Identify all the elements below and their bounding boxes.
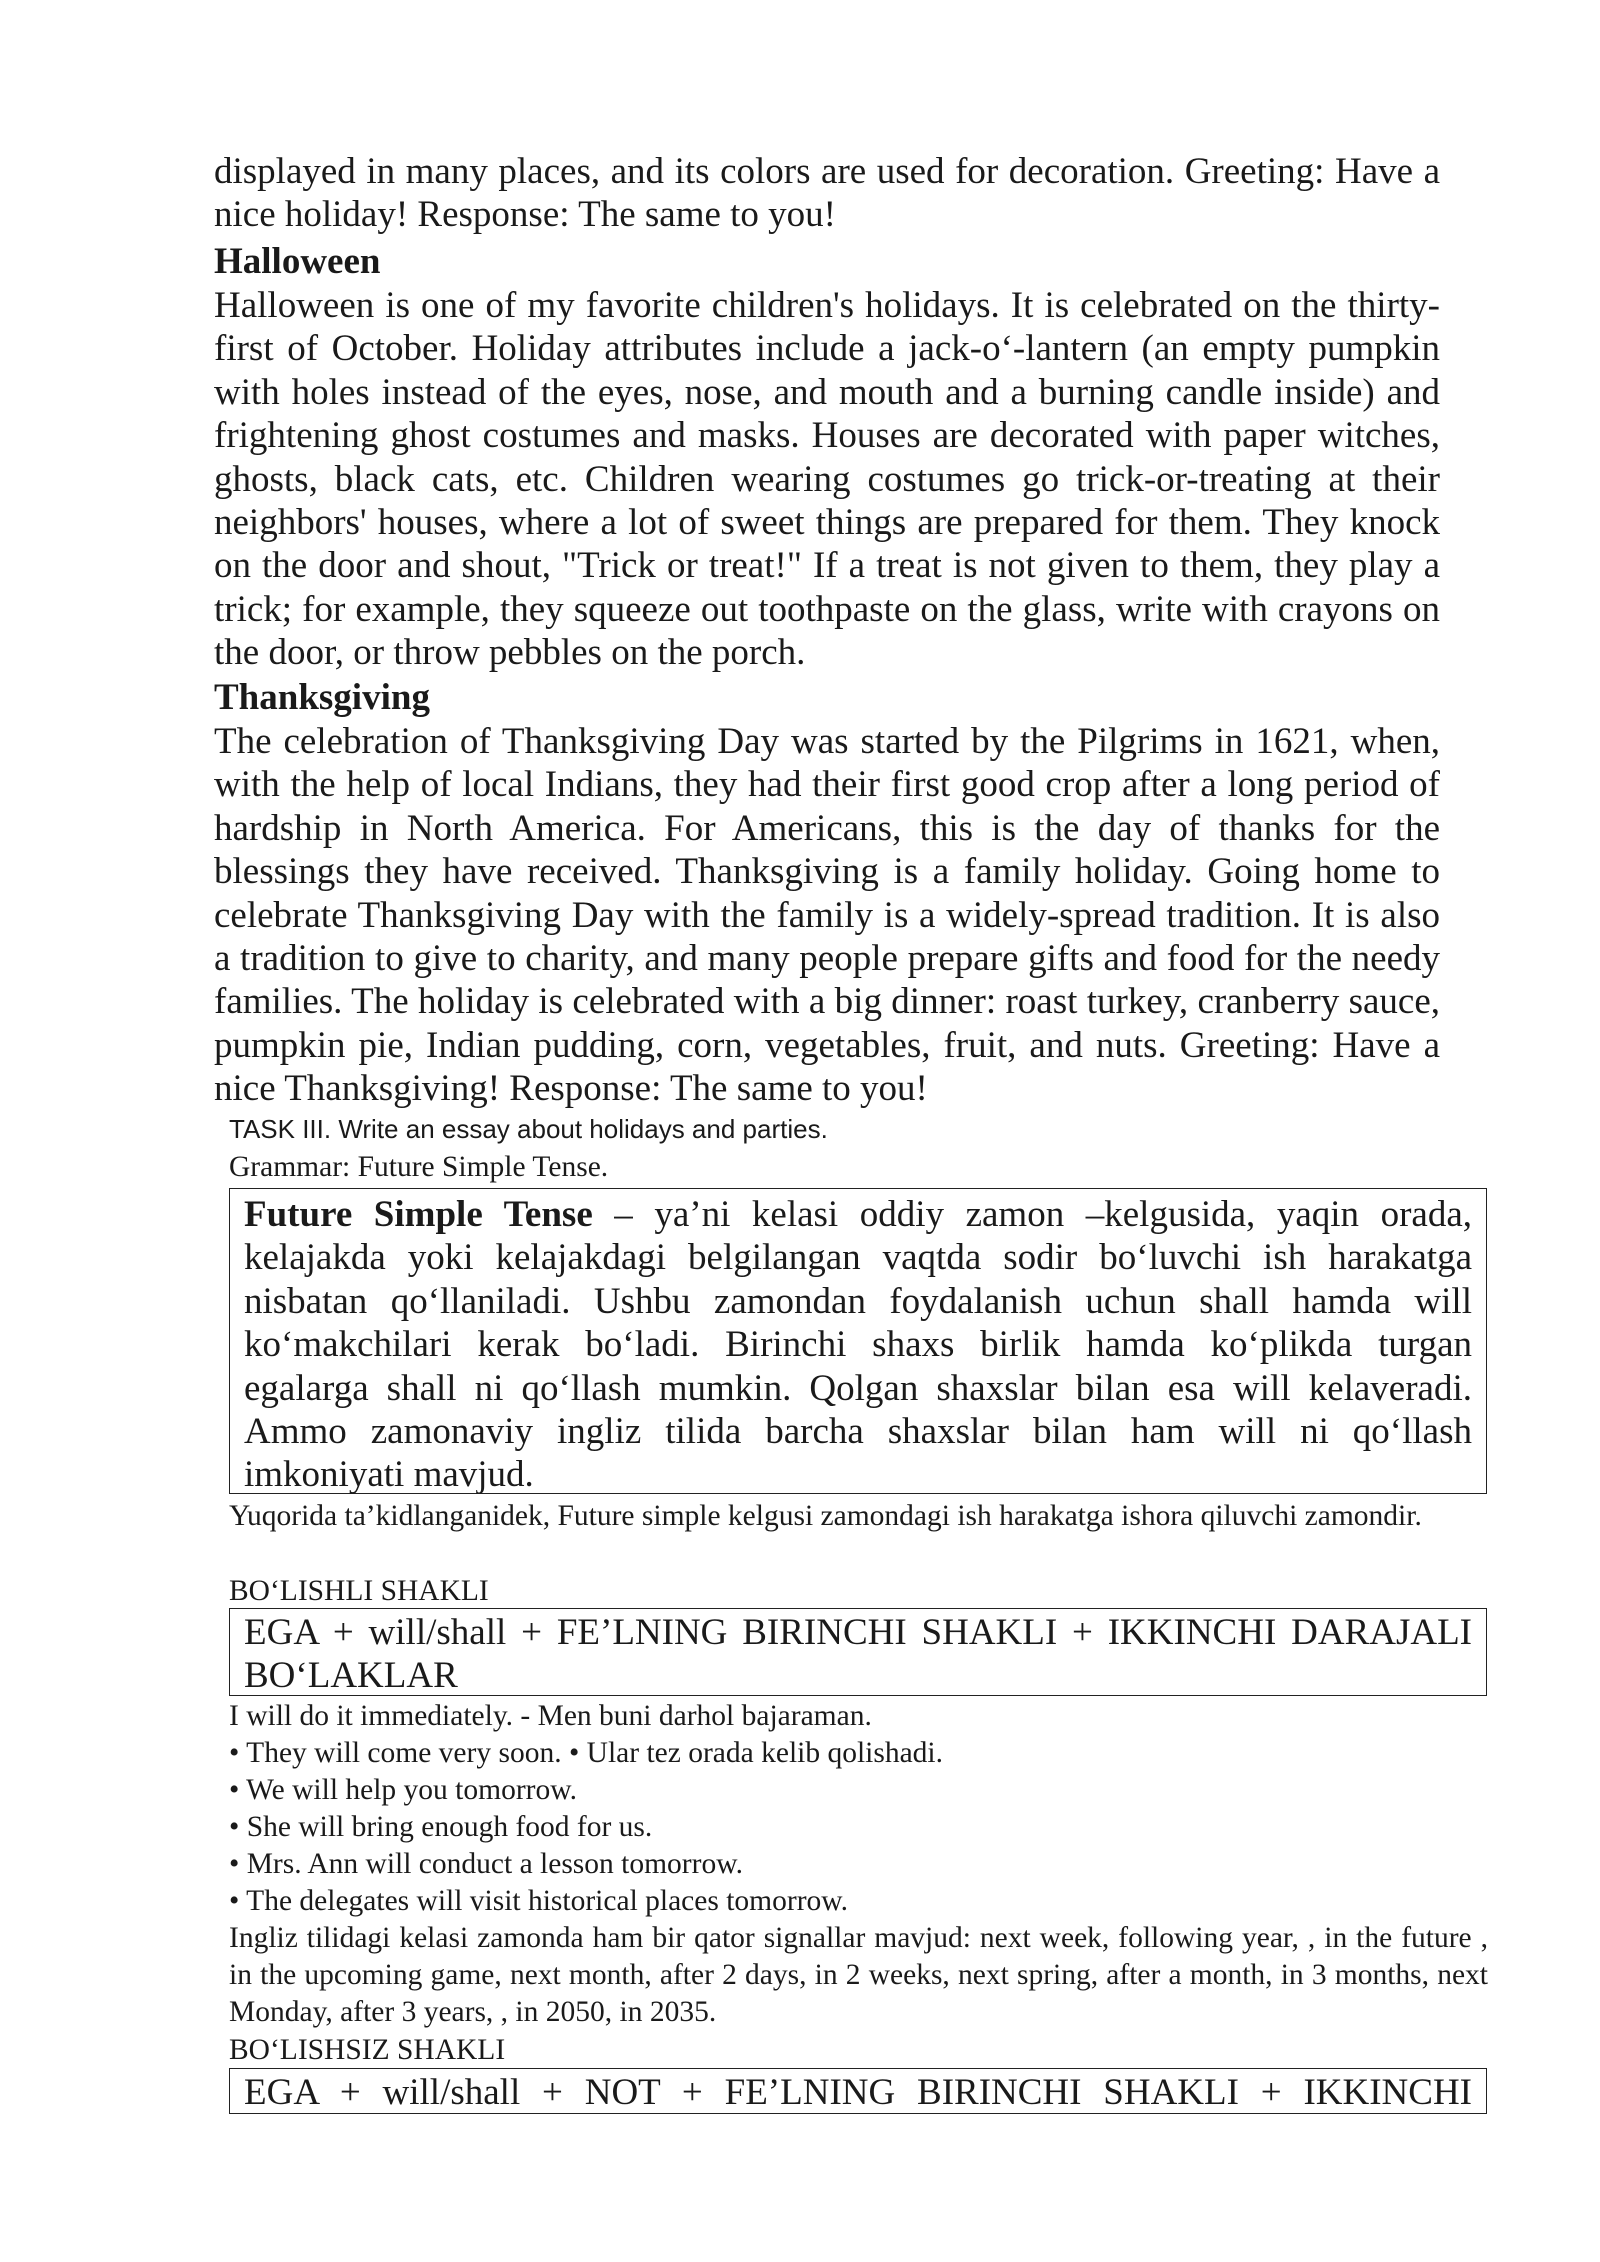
affirmative-heading: BO‘LISHLI SHAKLI: [229, 1575, 489, 1607]
definition-term: Future Simple Tense: [244, 1194, 593, 1235]
definition-body: – ya’ni kelasi oddiy zamon –kelgusida, yaqin orada, kelajakda yoki kelajakdagi belgilangan vaqtda sodir bo‘luvchi ish harakatga nisbatan qo‘llaniladi. Ushbu zamondan foydalanish uchun shall hamda will ko‘makchilari kerak bo‘ladi. Birinchi shaxs birlik hamda ko‘plikda turgan egalarga shall ni qo‘llash mumkin. Qolgan shaxslar bilan esa will kelaveradi. Ammo zamonaviy ingliz tilida barcha shaxslar bilan ham will ni qo‘llash imkoniyati mavjud.: [244, 1194, 1473, 1496]
intro-paragraph: displayed in many places, and its colors are used for decoration. Greeting: Have a nice holiday! Response: The same to you!: [214, 151, 1440, 236]
task-instruction: TASK III. Write an essay about holidays and parties.: [229, 1114, 828, 1144]
signals-text: Ingliz tilidagi kelasi zamonda ham bir qator signallar mavjud: next week, following year, , in the future , in the upcoming game, next month, after 2 days, in 2 weeks, next spring, after a month, in 3 months, next Monday, after 3 years, , in 2050, in 2035.: [229, 1922, 1488, 2028]
halloween-heading: Halloween: [214, 241, 381, 282]
affirmative-formula-box: [229, 1608, 1487, 1696]
negative-formula: EGA + will/shall + NOT + FE’LNING BIRINCHI SHAKLI + IKKINCHI: [244, 2072, 1472, 2113]
example-item: • Mrs. Ann will conduct a lesson tomorrow.: [229, 1848, 743, 1880]
affirmative-formula: EGA + will/shall + FE’LNING BIRINCHI SHAKLI + IKKINCHI DARAJALI BO‘LAKLAR: [244, 1612, 1472, 1697]
example-item: • We will help you tomorrow.: [229, 1774, 577, 1806]
definition-box: [229, 1188, 1487, 1494]
definition-text: [244, 1193, 1472, 1497]
thanksgiving-heading: Thanksgiving: [214, 677, 430, 718]
summary-text: Yuqorida ta’kidlanganidek, Future simple kelgusi zamondagi ish harakatga ishora qiluvchi zamondir.: [229, 1500, 1422, 1532]
halloween-paragraph: Halloween is one of my favorite children's holidays. It is celebrated on the thirty-first of October. Holiday attributes include a jack-o‘-lantern (an empty pumpkin with holes instead of the eyes, nose, and mouth and a burning candle inside) and frightening ghost costumes and masks. Houses are decorated with paper witches, ghosts, black cats, etc. Children wearing costumes go trick-or-treating at their neighbors' houses, where a lot of sweet things are prepared for them. They knock on the door and shout, "Trick or treat!" If a treat is not given to them, they play a trick; for example, they squeeze out toothpaste on the glass, write with crayons on the door, or throw pebbles on the porch.: [214, 285, 1440, 674]
example-item: • She will bring enough food for us.: [229, 1811, 653, 1843]
example-item: I will do it immediately. - Men buni darhol bajaraman.: [229, 1700, 872, 1732]
grammar-label: Grammar: Future Simple Tense.: [229, 1151, 609, 1183]
example-item: • The delegates will visit historical places tomorrow.: [229, 1885, 849, 1917]
thanksgiving-paragraph: The celebration of Thanksgiving Day was started by the Pilgrims in 1621, when, with the help of local Indians, they had their first good crop after a long period of hardship in North America. For Americans, this is the day of thanks for the blessings they have received. Thanksgiving is a family holiday. Going home to celebrate Thanksgiving Day with the family is a widely-spread tradition. It is also a tradition to give to charity, and many people prepare gifts and food for the needy families. The holiday is celebrated with a big dinner: roast turkey, cranberry sauce, pumpkin pie, Indian pudding, corn, vegetables, fruit, and nuts. Greeting: Have a nice Thanksgiving! Response: The same to you!: [214, 721, 1440, 1110]
negative-formula-box: [229, 2068, 1487, 2114]
examples-list: [229, 1698, 1488, 1920]
example-item: • They will come very soon. • Ular tez orada kelib qolishadi.: [229, 1737, 943, 1769]
negative-heading: BO‘LISHSIZ SHAKLI: [229, 2034, 506, 2066]
